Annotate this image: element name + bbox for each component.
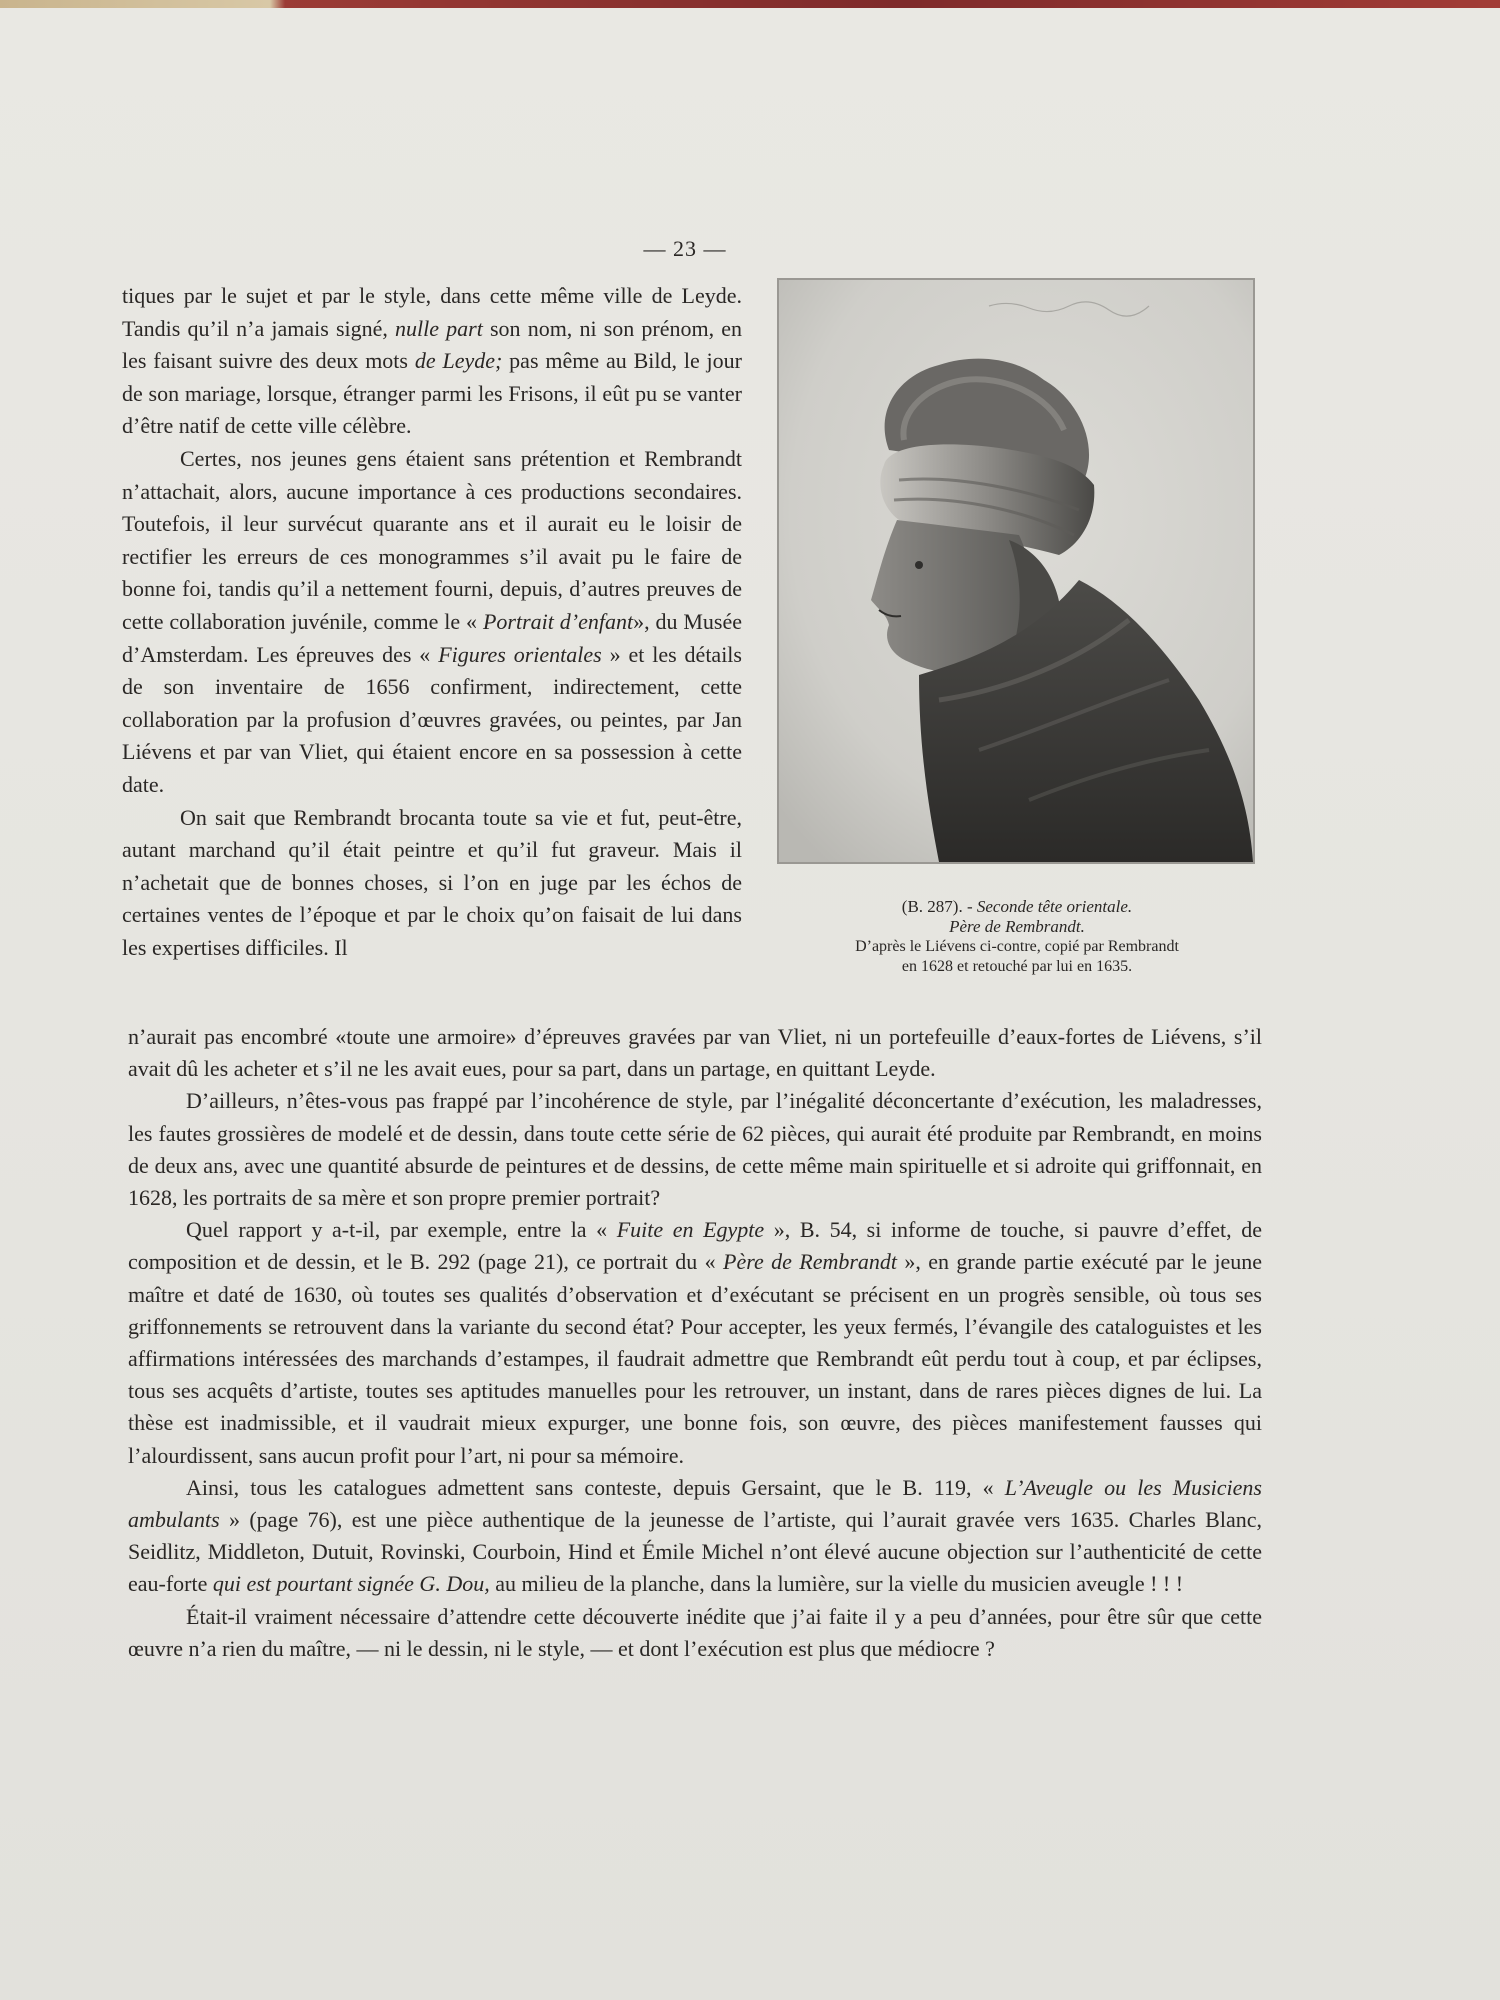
text-run: On sait que Rembrandt brocanta toute sa vie et fut, peut-être, autant marchand qu’il était peintre et qu’il fut graveur. Mais il n’achetait que de bonnes choses, si l’on en juge par les échos de certaines ventes de l’époque et par le choix qu’on faisait de lui dans les expertises difficiles. Il [122, 804, 742, 960]
text-run: Certes, nos jeunes gens étaient sans prétention et Rembrandt n’attachait, alors, aucune importance à ces productions secondaires. Toutefois, il leur survécut quarante ans et il aurait eu le loisir de rectifier les erreurs de ces monogrammes s’il avait pu le faire de bonne foi, tandis qu’il a nettement fourni, depuis, d’autres preuves de cette collaboration juvénile, comme le « [122, 445, 742, 634]
caption-note-1: D’après le Liévens ci-contre, copié par Rembrandt [855, 938, 1179, 955]
portrait-etching-image [779, 280, 1253, 862]
caption-title: Seconde tête orientale. [976, 897, 1133, 916]
text-run: D’ailleurs, n’êtes-vous pas frappé par l’incohérence de style, par l’inégalité déconcertante d’exécution, les maladresses, les fautes grossières de modelé et de dessin, dans toute cette série de 62 pièces, qui aurait été produite par Rembrandt, en moins de deux ans, avec une quantité absurde de peintures et de dessins, de cette même main spirituelle et si adroite qui griffonnait, en 1628, les portraits de sa mère et son propre premier portrait? [128, 1088, 1262, 1211]
body-paragraph [128, 1085, 1262, 1214]
text-run: Ainsi, tous les catalogues admettent sans conteste, depuis Gersaint, que le B. 119, « [186, 1474, 1005, 1500]
column-paragraph [122, 280, 742, 443]
caption-subtitle: Père de Rembrandt. [949, 917, 1085, 936]
etching-figure [777, 278, 1255, 864]
italic-text: de Leyde; [414, 348, 503, 374]
italic-text: qui est pourtant signée G. Dou, [212, 1571, 490, 1597]
text-run: », du Musée d’Amsterdam. Les épreuves des « [122, 608, 742, 667]
text-run: pas même au Bild, le jour de son mariage, lorsque, étranger parmi les Frisons, il eût pu se vanter d’être natif de cette ville célèbre. [122, 348, 742, 439]
italic-text: nulle part [395, 315, 483, 341]
body-paragraph [128, 1214, 1262, 1472]
text-run: tiques par le sujet et par le style, dans cette même ville de Leyde. Tandis qu’il n’a jamais signé, [122, 283, 742, 341]
column-paragraph [122, 802, 742, 965]
body-paragraph [128, 1601, 1262, 1665]
text-run: au milieu de la planche, dans la lumière, sur la vielle du musicien aveugle ! ! ! [489, 1571, 1184, 1597]
caption-ref: (B. 287). - [901, 897, 977, 916]
caption-line-1 [772, 897, 1262, 917]
text-run: » (page 76), est une pièce authentique de la jeunesse de l’artiste, qui l’aurait gravée vers 1635. Charles Blanc, Seidlitz, Middleton, Dutuit, Rovinski, Courboin, Hind et Émile Michel n’ont élevé aucune objection sur l’authenticité de cette eau-forte [128, 1507, 1262, 1597]
text-run: », B. 54, si informe de touche, si pauvre d’effet, de composition et de dessin, et le B. 292 (page 21), ce portrait du « [128, 1217, 1262, 1275]
full-width-text [128, 1021, 1262, 1665]
text-run: » et les détails de son inventaire de 1656 confirment, indirectement, cette collaboration par la profusion d’œuvres gravées, ou peintes, par Jan Liévens et par van Vliet, qui étaient encore en sa possession à cette date. [122, 641, 742, 797]
column-text [122, 280, 742, 964]
page-number: — 23 — [643, 236, 727, 261]
text-run: Était-il vraiment nécessaire d’attendre cette découverte inédite que j’ai faite il y a peu d’années, pour être sûr que cette œuvre n’a rien du maître, — ni le dessin, ni le style, — et dont l’exécution est plus que médiocre ? [128, 1603, 1262, 1661]
column-paragraph [122, 443, 742, 802]
caption-line-2 [772, 917, 1262, 937]
italic-text: Figures orientales [438, 641, 602, 667]
italic-text: Père de Rembrandt [723, 1249, 898, 1275]
body-paragraph [128, 1472, 1262, 1601]
text-run: son nom, ni son prénom, en les faisant suivre des deux mots [122, 315, 742, 374]
figure-caption [772, 897, 1262, 977]
body-paragraph [128, 1021, 1262, 1085]
italic-text: L’Aveugle ou les Musiciens ambulants [128, 1474, 1262, 1533]
text-run: n’aurait pas encombré «toute une armoire» d’épreuves gravées par van Vliet, ni un portefeuille d’eaux-fortes de Liévens, s’il avait dû les acheter et s’il ne les avait eues, pour sa part, dans un partage, en quittant Leyde. [128, 1024, 1262, 1082]
italic-text: Fuite en Egypte [616, 1217, 765, 1243]
text-run: », en grande partie exécuté par le jeune maître et daté de 1630, où toutes ses qualités d’observation et d’exécutant se précisent en un progrès sensible, où tous ses griffonnements se retrouvent dans la variante du second état? Pour accepter, les yeux fermés, l’évangile des cataloguistes et les affirmations intéressées des marchands d’estampes, il faudrait admettre que Rembrandt eût perdu tout à coup, et par éclipses, tous ses acquêts d’artiste, toutes ses aptitudes manuelles pour les retrouver, un instant, dans de rares pièces dignes de lui. La thèse est inadmissible, et il vaudrait mieux expurger, une bonne fois, son œuvre, des pièces manifestement fausses qui l’alourdissent, sans aucun profit pour l’art, ni pour sa mémoire. [128, 1249, 1263, 1468]
text-run: Quel rapport y a-t-il, par exemple, entre la « [186, 1217, 617, 1243]
caption-note-2: en 1628 et retouché par lui en 1635. [901, 958, 1133, 975]
italic-text: Portrait d’enfant [482, 608, 634, 634]
